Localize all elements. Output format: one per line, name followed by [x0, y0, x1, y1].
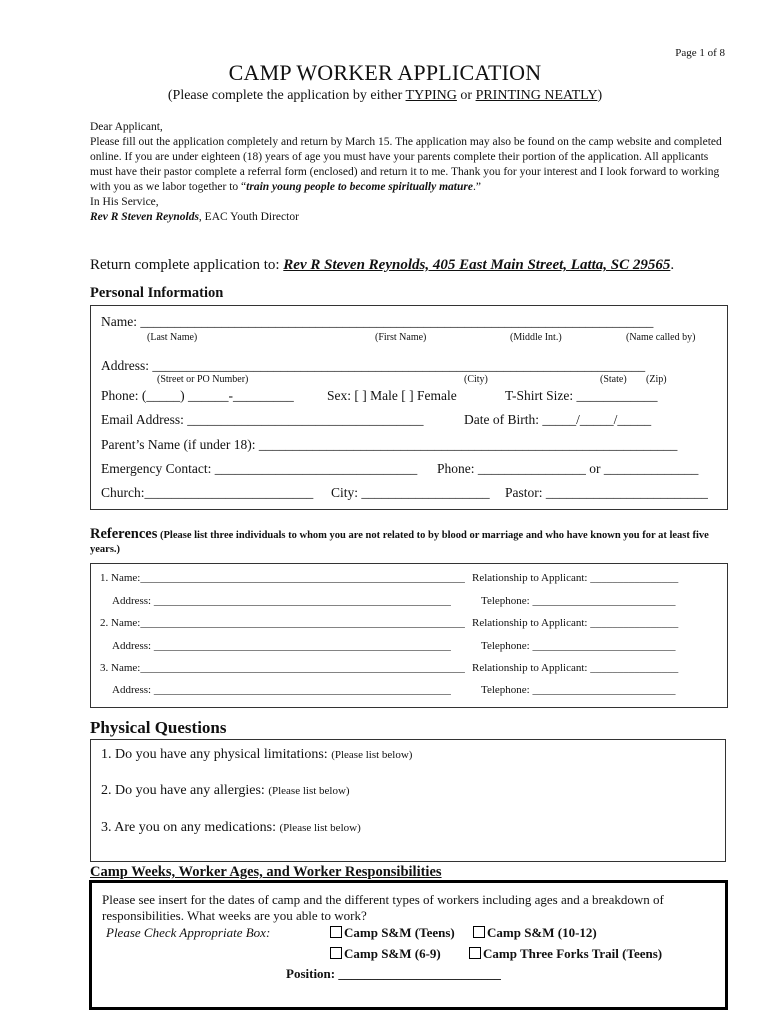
- reference-3-name-field[interactable]: 3. Name:___________________________________________________________: [100, 662, 465, 674]
- name-field[interactable]: Name: ____________________________________________________________________________: [101, 314, 654, 329]
- emergency-phone-field[interactable]: Phone: ________________ or ______________: [437, 461, 699, 476]
- dob-field[interactable]: Date of Birth: _____/_____/_____: [464, 412, 652, 427]
- page-subtitle: [0, 88, 770, 104]
- option-camp-sm-6-9[interactable]: [330, 946, 441, 962]
- q2-note: (Please list below): [268, 785, 350, 797]
- check-label-colon: :: [265, 925, 271, 940]
- name-middle-caption: (Middle Int.): [510, 332, 562, 343]
- subtitle-or: or: [456, 88, 476, 103]
- references-heading: References: [90, 526, 158, 542]
- return-end: .: [670, 257, 675, 273]
- parent-name-field[interactable]: Parent’s Name (if under 18): ______________________________________________________________: [101, 437, 678, 452]
- question-physical-limitations[interactable]: [101, 747, 412, 763]
- reference-3-relationship-field[interactable]: Relationship to Applicant: ________________: [472, 662, 679, 674]
- subtitle-typing: TYPING: [405, 88, 457, 103]
- reference-3-address-field[interactable]: Address: ______________________________________________________: [112, 684, 451, 696]
- email-field[interactable]: Email Address: ___________________________________: [101, 412, 424, 427]
- option-label: Camp Three Forks Trail (Teens): [483, 946, 663, 961]
- address-field[interactable]: Address: _________________________________________________________________________: [101, 358, 646, 373]
- question-medications[interactable]: [101, 820, 361, 836]
- phone-field[interactable]: Phone: (_____) ______-_________: [101, 388, 294, 403]
- reference-1-relationship-field[interactable]: Relationship to Applicant: ________________: [472, 572, 679, 584]
- page-number: Page 1 of 8: [675, 47, 725, 59]
- letter-greeting: Dear Applicant,: [90, 121, 163, 133]
- page-title: CAMP WORKER APPLICATION: [228, 60, 542, 85]
- check-label-text: Please Check Appropriate Box: [106, 925, 266, 940]
- references-box: [90, 563, 728, 708]
- letter-motto: train young people to become spiritually mature: [246, 181, 473, 193]
- city-field[interactable]: City: ___________________: [331, 485, 490, 500]
- sex-field[interactable]: Sex: [ ] Male [ ] Female: [327, 388, 457, 403]
- name-last-caption: (Last Name): [147, 332, 198, 343]
- reference-1-name-field[interactable]: 1. Name:___________________________________________________________: [100, 572, 465, 584]
- q2-text: 2. Do you have any allergies:: [101, 783, 269, 798]
- subtitle-printing: PRINTING NEATLY: [475, 88, 598, 103]
- addr-street-caption: (Street or PO Number): [157, 374, 249, 385]
- checkbox-icon[interactable]: [473, 926, 485, 938]
- return-label: Return complete application to:: [90, 257, 284, 273]
- reference-3-telephone-field[interactable]: Telephone: __________________________: [481, 684, 676, 696]
- reference-2-telephone-field[interactable]: Telephone: __________________________: [481, 640, 676, 652]
- personal-info-heading: Personal Information: [90, 285, 224, 301]
- reference-1-telephone-field[interactable]: Telephone: __________________________: [481, 595, 676, 607]
- camp-weeks-box: [89, 880, 728, 1010]
- option-camp-sm-teens[interactable]: [330, 925, 455, 941]
- option-camp-three-forks-trail[interactable]: [469, 946, 662, 962]
- name-first-caption: (First Name): [375, 332, 427, 343]
- reference-1-address-field[interactable]: Address: ______________________________________________________: [112, 595, 451, 607]
- return-address: Rev R Steven Reynolds, 405 East Main Street, Latta, SC 29565: [283, 257, 671, 273]
- letter-closing: In His Service,: [90, 196, 159, 208]
- references-instruction: (Please list three individuals to whom you are not related to by blood or marriage and who have known you for at least five years.): [90, 530, 709, 555]
- letter-signature: [90, 210, 730, 225]
- pastor-field[interactable]: Pastor: ________________________: [505, 485, 708, 500]
- signer-name: Rev R Steven Reynolds: [90, 211, 199, 223]
- checkbox-icon[interactable]: [469, 947, 481, 959]
- personal-info-box: [90, 305, 728, 510]
- option-label: Camp S&M (Teens): [344, 925, 455, 940]
- physical-questions-heading: Physical Questions: [90, 718, 227, 737]
- physical-questions-box: [90, 739, 726, 862]
- position-field[interactable]: Position: _________________________: [286, 966, 501, 981]
- reference-2-name-field[interactable]: 2. Name:___________________________________________________________: [100, 617, 465, 629]
- tshirt-size-field[interactable]: T-Shirt Size: ____________: [505, 388, 658, 403]
- subtitle-end: ): [597, 88, 603, 103]
- cover-letter: [90, 120, 730, 225]
- addr-city-caption: (City): [464, 374, 488, 385]
- name-called-caption: (Name called by): [626, 332, 696, 343]
- signer-title: , EAC Youth Director: [198, 211, 299, 223]
- addr-zip-caption: (Zip): [646, 374, 667, 385]
- option-label: Camp S&M (6-9): [344, 946, 441, 961]
- option-camp-sm-10-12[interactable]: [473, 925, 597, 941]
- references-header: [90, 527, 730, 557]
- return-address-line: [90, 257, 674, 274]
- addr-state-caption: (State): [600, 374, 627, 385]
- church-field[interactable]: Church:_________________________: [101, 485, 314, 500]
- check-box-label: [106, 925, 270, 941]
- q1-note: (Please list below): [331, 749, 413, 761]
- checkbox-icon[interactable]: [330, 926, 342, 938]
- camp-instruction: Please see insert for the dates of camp and the different types of workers including ages and a breakdown of responsibilities. What weeks are you able to work?: [102, 892, 664, 923]
- letter-body-end: .”: [472, 181, 481, 193]
- camp-weeks-heading: Camp Weeks, Worker Ages, and Worker Responsibilities: [90, 864, 442, 880]
- q3-note: (Please list below): [279, 822, 361, 834]
- emergency-contact-field[interactable]: Emergency Contact: ______________________________: [101, 461, 418, 476]
- reference-2-relationship-field[interactable]: Relationship to Applicant: ________________: [472, 617, 679, 629]
- checkbox-icon[interactable]: [330, 947, 342, 959]
- q3-text: 3. Are you on any medications:: [101, 820, 280, 835]
- letter-body: [90, 135, 730, 195]
- question-allergies[interactable]: [101, 783, 350, 799]
- reference-2-address-field[interactable]: Address: ______________________________________________________: [112, 640, 451, 652]
- q1-text: 1. Do you have any physical limitations:: [101, 747, 332, 762]
- option-label: Camp S&M (10-12): [487, 925, 597, 940]
- letter-body-text: Please fill out the application completely and return by March 15. The application may also be found on the camp website and completed online. If you are under eighteen (18) years of age you must have your parents complete their portion of the application. All applicants must have their pastor complete a referral form (enclosed) and return it to me. Thank you for your interest and I look forward to working with you as we labor together to “: [90, 136, 722, 193]
- subtitle-text: (Please complete the application by either: [167, 88, 406, 103]
